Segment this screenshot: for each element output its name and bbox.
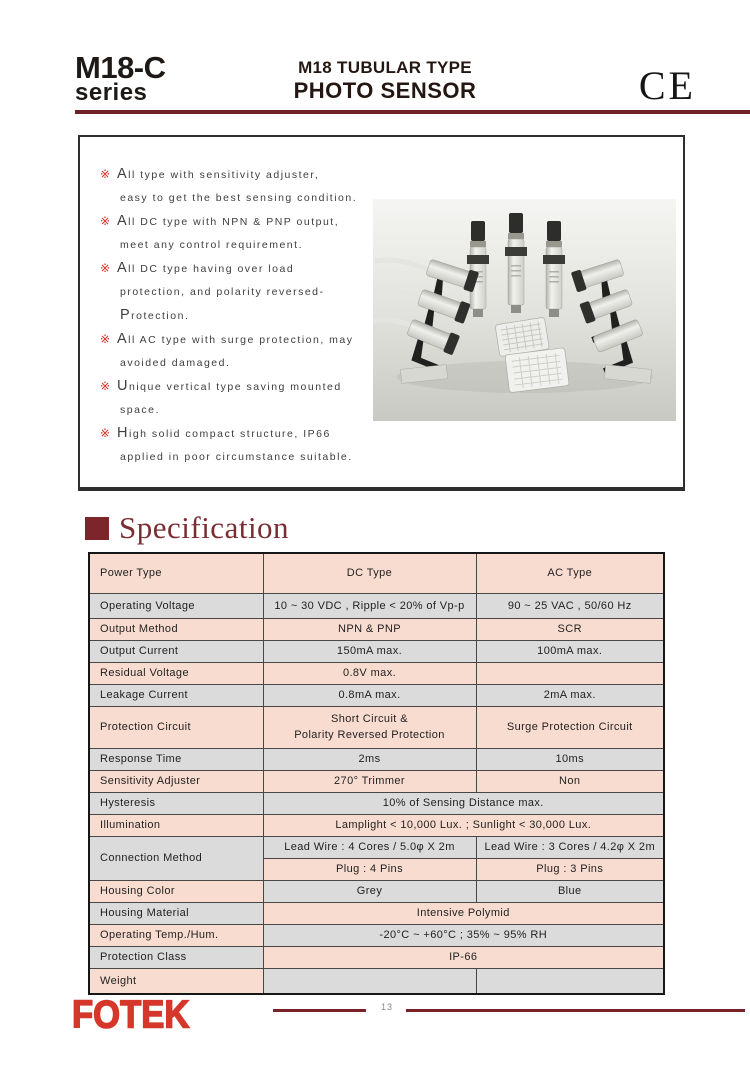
cell-value: 90 ~ 25 VAC , 50/60 Hz [476, 593, 664, 618]
reference-mark-icon: ※ [100, 426, 111, 440]
table-row [89, 836, 664, 858]
cell-value [476, 662, 664, 684]
product-type-line: M18 TUBULAR TYPE [298, 58, 472, 77]
series-subtitle: series [75, 79, 148, 106]
cell-value: 100mA max. [476, 640, 664, 662]
product-title-block [150, 58, 620, 103]
cell-value: -20°C ~ +60°C ; 35% ~ 95% RH [263, 924, 664, 946]
reference-mark-icon: ※ [100, 379, 111, 393]
header-rule [75, 110, 750, 114]
cell-value: Short Circuit & Polarity Reversed Protection [263, 706, 476, 748]
reference-mark-icon: ※ [100, 332, 111, 346]
cell-value: Grey [263, 880, 476, 902]
footer-rule-right [406, 1009, 745, 1012]
specification-table [88, 552, 665, 995]
feature-text: All DC type with NPN & PNP output, [117, 213, 340, 229]
table-row [89, 748, 664, 770]
row-label: Protection Class [89, 946, 263, 968]
feature-text: Protection. [120, 307, 190, 323]
row-label: Housing Material [89, 902, 263, 924]
feature-text: avoided damaged. [120, 357, 231, 369]
row-label: Sensitivity Adjuster [89, 770, 263, 792]
product-photo-illustration [373, 199, 676, 421]
row-label: Illumination [89, 814, 263, 836]
row-label: Protection Circuit [89, 706, 263, 748]
cell-value: Plug : 3 Pins [476, 858, 664, 880]
feature-item [100, 257, 400, 328]
table-row [89, 553, 664, 593]
footer-rule-left [273, 1009, 366, 1012]
cell-value: Lamplight < 10,000 Lux. ; Sunlight < 30,000 Lux. [263, 814, 664, 836]
cell-value [263, 968, 476, 994]
cell-value: IP-66 [263, 946, 664, 968]
feature-text: protection, and polarity reversed- [120, 286, 325, 298]
feature-text: All AC type with surge protection, may [117, 331, 354, 347]
row-label: Hysteresis [89, 792, 263, 814]
cell-value: Blue [476, 880, 664, 902]
cell-value: Plug : 4 Pins [263, 858, 476, 880]
row-label: Power Type [89, 553, 263, 593]
ac-type-header: AC Type [476, 553, 664, 593]
cell-value: 10 ~ 30 VDC , Ripple < 20% of Vp-p [263, 593, 476, 618]
table-row [89, 593, 664, 618]
dc-type-header: DC Type [263, 553, 476, 593]
product-name-line: PHOTO SENSOR [293, 77, 477, 103]
table-row [89, 880, 664, 902]
row-label: Weight [89, 968, 263, 994]
cell-value: SCR [476, 618, 664, 640]
table-row [89, 684, 664, 706]
cell-value: Lead Wire : 3 Cores / 4.2φ X 2m [476, 836, 664, 858]
table-row [89, 968, 664, 994]
row-label: Response Time [89, 748, 263, 770]
feature-item [100, 375, 400, 422]
features-box [78, 135, 685, 491]
table-row [89, 618, 664, 640]
cell-value: 150mA max. [263, 640, 476, 662]
cell-value: 2ms [263, 748, 476, 770]
page-number: 13 [380, 1002, 393, 1012]
table-row [89, 946, 664, 968]
reference-mark-icon: ※ [100, 214, 111, 228]
cell-value: Intensive Polymid [263, 902, 664, 924]
feature-text: easy to get the best sensing condition. [120, 192, 358, 204]
row-label: Residual Voltage [89, 662, 263, 684]
specification-heading [85, 510, 289, 546]
feature-text: applied in poor circumstance suitable. [120, 451, 353, 463]
row-label: Operating Voltage [89, 593, 263, 618]
row-label: Leakage Current [89, 684, 263, 706]
series-title: M18-C [75, 50, 166, 85]
table-row [89, 770, 664, 792]
cell-value: 0.8mA max. [263, 684, 476, 706]
cell-value: 10% of Sensing Distance max. [263, 792, 664, 814]
table-row [89, 924, 664, 946]
feature-text: High solid compact structure, IP66 [117, 425, 331, 441]
row-label: Housing Color [89, 880, 263, 902]
row-label: Output Current [89, 640, 263, 662]
table-row [89, 902, 664, 924]
reference-mark-icon: ※ [100, 261, 111, 275]
feature-item [100, 328, 400, 375]
vertical-sensors [467, 213, 565, 317]
fotek-logo: FOTEK [72, 992, 190, 1036]
cell-value: Surge Protection Circuit [476, 706, 664, 748]
feature-item [100, 422, 400, 469]
cell-value: 10ms [476, 748, 664, 770]
feature-text: Unique vertical type saving mounted [117, 378, 342, 394]
cell-value [476, 968, 664, 994]
table-row [89, 662, 664, 684]
cell-value: Lead Wire : 4 Cores / 5.0φ X 2m [263, 836, 476, 858]
section-square-icon [85, 517, 109, 540]
table-row [89, 640, 664, 662]
feature-text: All DC type having over load [117, 260, 295, 276]
product-photo [373, 199, 676, 421]
table-row [89, 814, 664, 836]
feature-item [100, 210, 400, 257]
reference-mark-icon: ※ [100, 167, 111, 181]
feature-list [100, 163, 400, 469]
feature-text: space. [120, 404, 160, 416]
cell-value: NPN & PNP [263, 618, 476, 640]
cell-value: 270° Trimmer [263, 770, 476, 792]
table-row [89, 706, 664, 748]
cell-value: 2mA max. [476, 684, 664, 706]
row-label: Operating Temp./Hum. [89, 924, 263, 946]
cell-value: Non [476, 770, 664, 792]
row-label: Output Method [89, 618, 263, 640]
feature-text: All type with sensitivity adjuster, [117, 166, 320, 182]
row-label: Connection Method [89, 836, 263, 880]
cell-value: 0.8V max. [263, 662, 476, 684]
ce-certification-mark: CE [638, 63, 696, 108]
table-row [89, 792, 664, 814]
specification-title: Specification [119, 510, 290, 545]
feature-text: meet any control requirement. [120, 239, 303, 251]
feature-item [100, 163, 400, 210]
